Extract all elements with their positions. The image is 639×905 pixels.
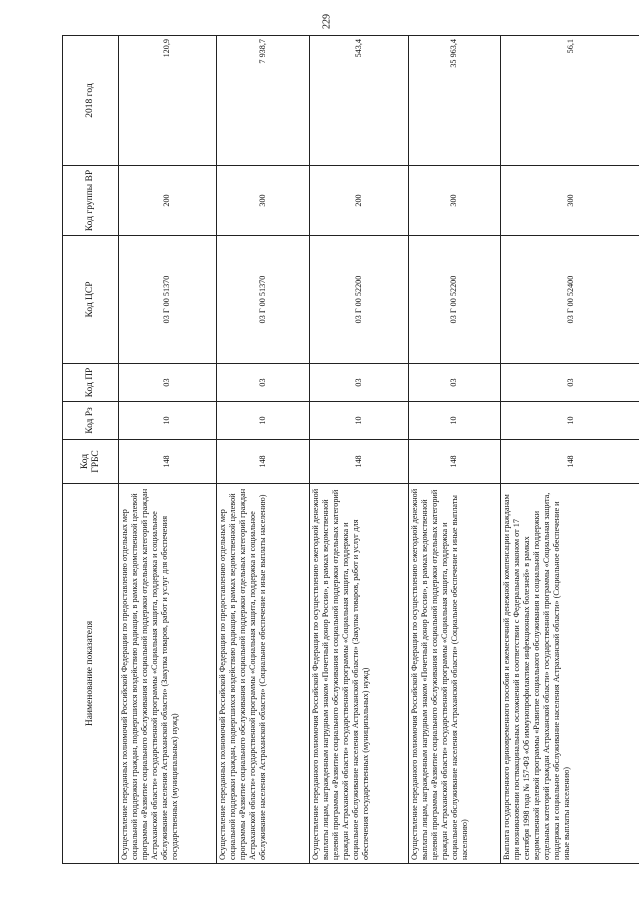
row-rz: 10 <box>119 402 217 440</box>
row-name: Осуществление переданного полномочия Российской Федерации по осуществлению ежегодной денежной выплаты лицам, награжденным нагрудным знаком «Почетный донор России», в рамках ведомственной целевой программы «Развитие социального обслуживания и социальной поддержки отдельных категорий граждан Астраханской области» государственной программы «Социальная защита, поддержка и социальное обслуживание населения Астраханской области» (Закупка товаров, работ и услуг для обеспечения государственных (муниципальных) нужд) <box>309 484 408 864</box>
row-name: Осуществление переданного полномочия Российской Федерации по осуществлению ежегодной денежной выплаты лицам, награжденным нагрудным знаком «Почетный донор России», в рамках ведомственной целевой программы «Развитие социального обслуживания и социальной поддержки отдельных категорий граждан Астраханской области» государственной программы «Социальная защита, поддержка и социальное обслуживание населения Астраханской области» (Социальное обеспечение и иные выплаты населению) <box>408 484 500 864</box>
row-csr: 03 Г 00 51370 <box>216 236 309 364</box>
header-rz: Код Рз <box>63 402 119 440</box>
row-vr: 300 <box>408 166 500 236</box>
row-amount: 35 963,4 <box>408 36 500 166</box>
row-pr: 03 <box>309 364 408 402</box>
row-rz: 10 <box>500 402 639 440</box>
row-rz: 10 <box>216 402 309 440</box>
row-pr: 03 <box>216 364 309 402</box>
row-grbs: 148 <box>408 440 500 484</box>
row-grbs: 148 <box>309 440 408 484</box>
row-vr: 300 <box>500 166 639 236</box>
row-grbs: 148 <box>500 440 639 484</box>
table-row <box>119 36 217 864</box>
row-vr: 200 <box>119 166 217 236</box>
header-vr: Код группы ВР <box>63 166 119 236</box>
table-row <box>216 36 309 864</box>
header-name: Наименование показателя <box>63 484 119 864</box>
row-pr: 03 <box>119 364 217 402</box>
row-amount: 56,1 <box>500 36 639 166</box>
row-amount: 7 938,7 <box>216 36 309 166</box>
row-grbs: 148 <box>216 440 309 484</box>
table-row <box>309 36 408 864</box>
budget-table-container <box>62 36 639 864</box>
row-grbs: 148 <box>119 440 217 484</box>
row-vr: 300 <box>216 166 309 236</box>
page-number: 229 <box>321 14 333 29</box>
row-csr: 03 Г 00 52200 <box>408 236 500 364</box>
header-csr: Код ЦСР <box>63 236 119 364</box>
row-amount: 120,9 <box>119 36 217 166</box>
row-amount: 543,4 <box>309 36 408 166</box>
row-pr: 03 <box>500 364 639 402</box>
header-year: 2018 год <box>63 36 119 166</box>
row-name: Осуществление переданных полномочий Российской Федерации по предоставлению отдельных мер социальной поддержки граждан, подвергшихся воздействию радиации, в рамках ведомственной целевой программы «Развитие социального обслуживания и социальной поддержки отдельных категорий граждан Астраханской области» государственной программы «Социальная защита, поддержка и социальное обслуживание населения Астраханской области» (Социальное обеспечение и иные выплаты населению) <box>216 484 309 864</box>
table-row <box>500 36 639 864</box>
row-rz: 10 <box>408 402 500 440</box>
row-csr: 03 Г 00 51370 <box>119 236 217 364</box>
row-rz: 10 <box>309 402 408 440</box>
table-row <box>408 36 500 864</box>
row-vr: 200 <box>309 166 408 236</box>
row-pr: 03 <box>408 364 500 402</box>
budget-table <box>62 35 639 864</box>
row-name: Осуществление переданных полномочий Российской Федерации по предоставлению отдельных мер социальной поддержки граждан, подвергшихся воздействию радиации, в рамках ведомственной целевой программы «Развитие социального обслуживания и социальной поддержки отдельных категорий граждан Астраханской области» государственной программы «Социальная защита, поддержка и социальное обслуживание населения Астраханской области» (Закупка товаров, работ и услуг для обеспечения государственных (муниципальных) нужд) <box>119 484 217 864</box>
header-pr: Код ПР <box>63 364 119 402</box>
table-header-row <box>63 36 119 864</box>
row-csr: 03 Г 00 52400 <box>500 236 639 364</box>
row-name: Выплата государственного единовременного пособия и ежемесячной денежной компенсации гражданам при возникновении поствакцинальных осложнений в соответствии с Федеральным законом от 17 сентября 1998 года № 157-ФЗ «Об иммунопрофилактике инфекционных болезней» в рамках ведомственной целевой программы «Развитие социального обслуживания и социальной поддержки отдельных категорий граждан Астраханской области» государственной программы «Социальная защита, поддержка и социальное обслуживание населения Астраханской области» (Социальное обеспечение и иные выплаты населению) <box>500 484 639 864</box>
row-csr: 03 Г 00 52200 <box>309 236 408 364</box>
header-grbs: Код ГРБС <box>63 440 119 484</box>
